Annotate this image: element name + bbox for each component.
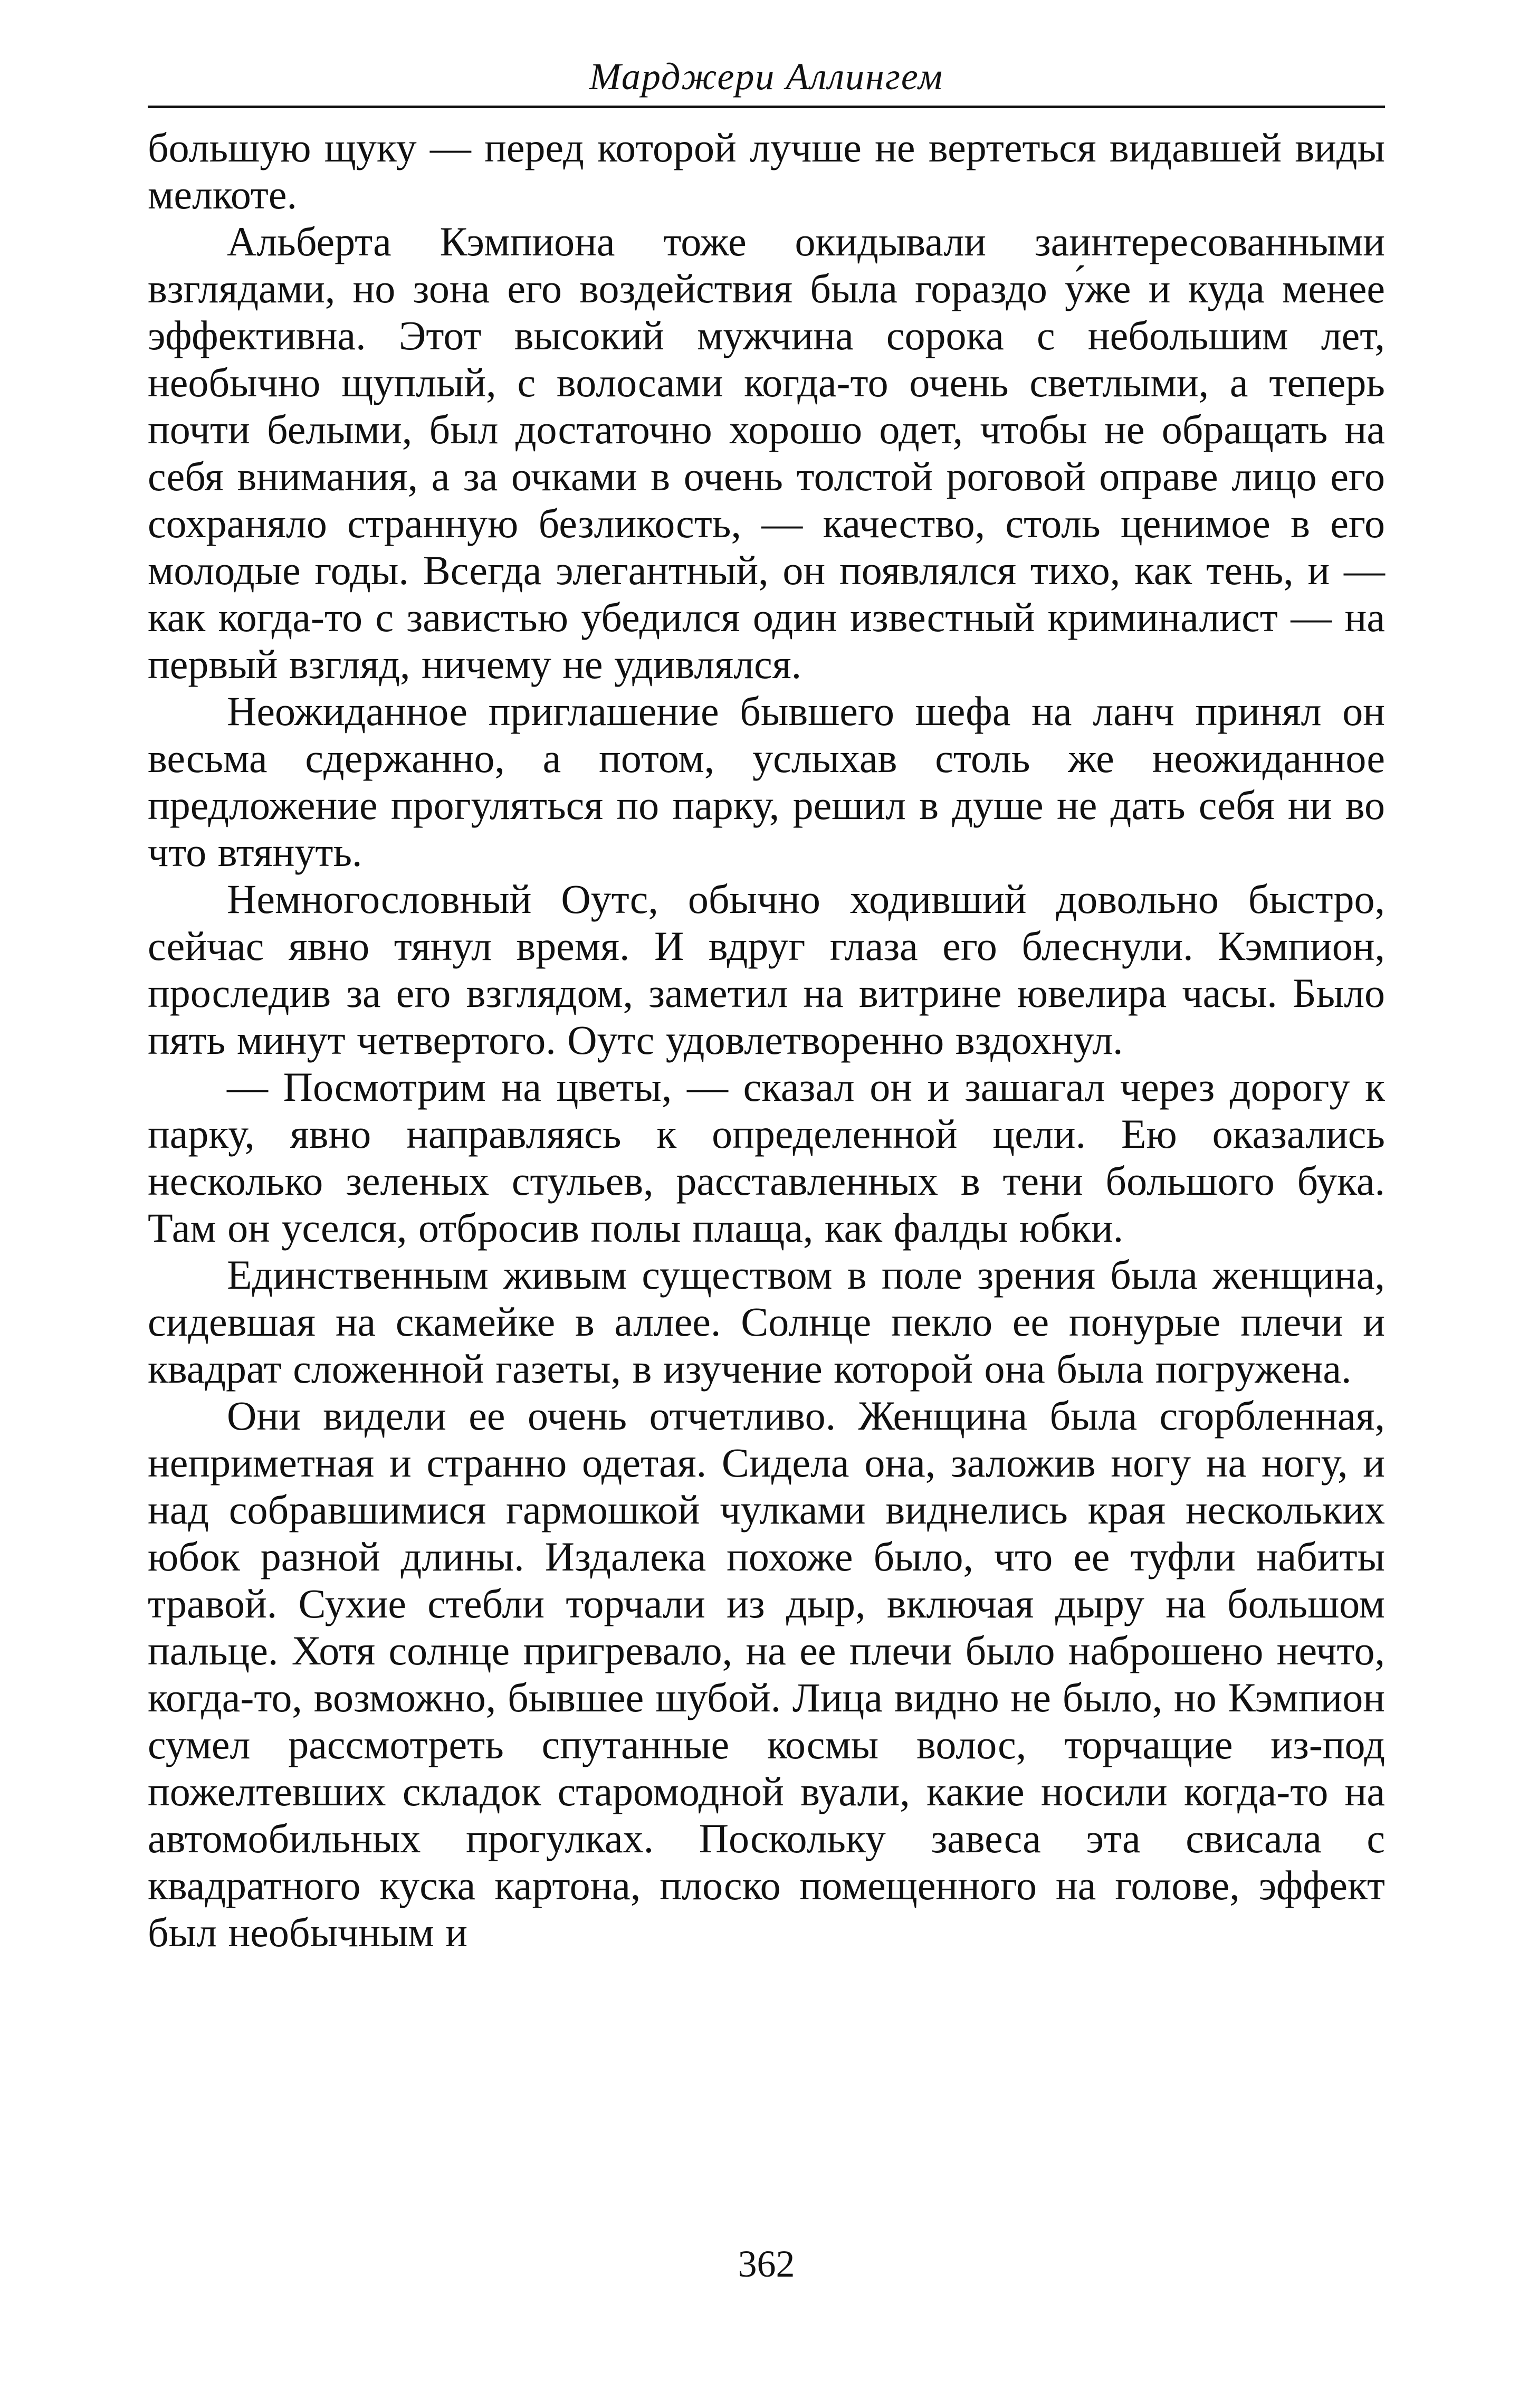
paragraph: Альберта Кэмпиона тоже окидывали заинтересованными взглядами, но зона его воздействия была гораздо у́же и куда менее эффективна. Этот высокий мужчина сорока с небольшим лет, необычно щуплый, с волосами когда-то очень светлыми, а теперь почти белыми, был достаточно хорошо одет, чтобы не обращать на себя внимания, а за очками в очень толстой роговой оправе лицо его сохраняло странную безликость, — качество, столь ценимое в его молодые годы. Всегда элегантный, он появлялся тихо, как тень, и — как когда-то с завистью убедился один известный криминалист — на первый взгляд, ничему не удивлялся.	[148, 218, 1385, 687]
paragraph-continued: большую щуку — перед которой лучше не вертеться видавшей виды мелкоте.	[148, 125, 1385, 217]
paragraph: Единственным живым существом в поле зрения была женщина, сидевшая на скамейке в аллее. Солнце пекло ее понурые плечи и квадрат сложенной газеты, в изучение которой она была погружена.	[148, 1252, 1385, 1392]
paragraph: Неожиданное приглашение бывшего шефа на ланч принял он весьма сдержанно, а потом, услыхав столь же неожиданное предложение прогуляться по парку, решил в душе не дать себя ни во что втянуть.	[148, 688, 1385, 875]
paragraph: Они видели ее очень отчетливо. Женщина была сгорбленная, неприметная и странно одетая. Сидела она, заложив ногу на ногу, и над собравшимися гармошкой чулками виднелись края нескольких юбок разной длины. Издалека похоже было, что ее туфли набиты травой. Сухие стебли торчали из дыр, включая дыру на большом пальце. Хотя солнце пригревало, на ее плечи было наброшено нечто, когда-то, возможно, бывшее шубой. Лица видно не было, но Кэмпион сумел рассмотреть спутанные космы волос, торчащие из-под пожелтевших складок старомодной вуали, какие носили когда-то на автомобильных прогулках. Поскольку завеса эта свисала с квадратного куска картона, плоско помещенного на голове, эффект был необычным и	[148, 1393, 1385, 1955]
page-number: 362	[738, 2243, 795, 2285]
paragraph-dialogue: — Посмотрим на цветы, — сказал он и зашагал через дорогу к парку, явно направляясь к определенной цели. Ею оказались несколько зеленых стульев, расставленных в тени большого бука. Там он уселся, отбросив полы плаща, как фалды юбки.	[148, 1064, 1385, 1251]
paragraph: Немногословный Оутс, обычно ходивший довольно быстро, сейчас явно тянул время. И вдруг глаза его блеснули. Кэмпион, проследив за его взглядом, заметил на витрине ювелира часы. Было пять минут четвертого. Оутс удовлетворенно вздохнул.	[148, 876, 1385, 1063]
header-rule	[148, 106, 1385, 108]
running-title: Марджери Аллингем	[589, 55, 944, 98]
body-text	[148, 124, 1385, 1956]
